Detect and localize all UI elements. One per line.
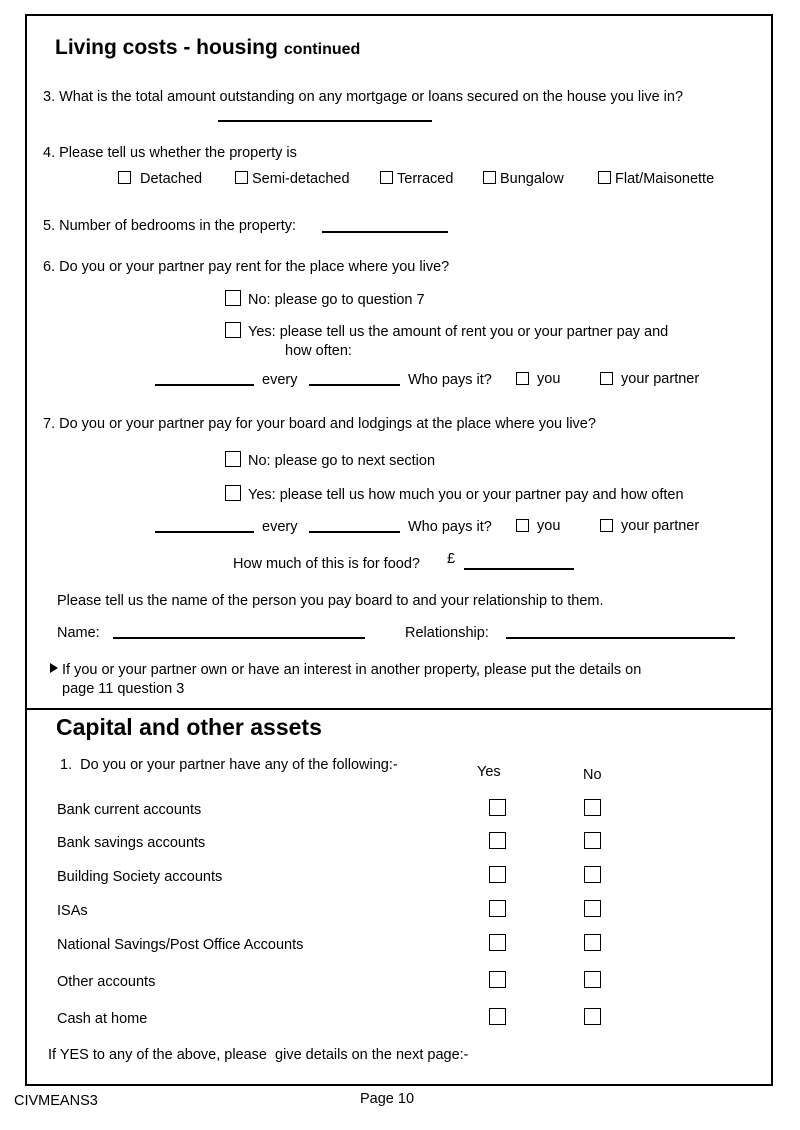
housing-section-title xyxy=(55,36,360,60)
q7-payer-partner-label: your partner xyxy=(621,518,700,534)
isas-yes-checkbox[interactable] xyxy=(489,900,506,917)
rent-frequency-line[interactable] xyxy=(309,384,400,386)
cash-at-home-label: Cash at home xyxy=(57,1011,148,1027)
page-number: Page 10 xyxy=(360,1091,415,1107)
rent-amount-line[interactable] xyxy=(155,384,254,386)
flat-maisonette-checkbox[interactable] xyxy=(598,171,611,184)
other-accounts-yes-checkbox[interactable] xyxy=(489,971,506,988)
name-label: Name: xyxy=(57,625,100,641)
food-amount-line[interactable] xyxy=(464,568,574,570)
q6-no-label: No: please go to question 7 xyxy=(248,292,425,308)
national-savings-yes-checkbox[interactable] xyxy=(489,934,506,951)
other-property-note-line-2: page 11 question 3 xyxy=(62,681,185,697)
q7-no-checkbox[interactable] xyxy=(225,451,241,467)
housing-title-text: Living costs - housing xyxy=(55,36,278,59)
mortgage-amount-line[interactable] xyxy=(218,120,432,122)
other-accounts-label: Other accounts xyxy=(57,974,156,990)
bank-current-accounts-no-checkbox[interactable] xyxy=(584,799,601,816)
building-society-accounts-yes-checkbox[interactable] xyxy=(489,866,506,883)
relationship-line[interactable] xyxy=(506,637,735,639)
q6-payer-you-checkbox[interactable] xyxy=(516,372,529,385)
isas-no-checkbox[interactable] xyxy=(584,900,601,917)
q7-payer-you-label: you xyxy=(537,518,561,534)
housing-title-continued: continued xyxy=(283,41,361,58)
board-amount-line[interactable] xyxy=(155,531,254,533)
name-line[interactable] xyxy=(113,637,365,639)
cash-at-home-no-checkbox[interactable] xyxy=(584,1008,601,1025)
bank-current-accounts-yes-checkbox[interactable] xyxy=(489,799,506,816)
terraced-checkbox[interactable] xyxy=(380,171,393,184)
bank-savings-accounts-yes-checkbox[interactable] xyxy=(489,832,506,849)
question-5-text: 5. Number of bedrooms in the property: xyxy=(43,218,297,234)
capital-question-1: 1. Do you or your partner have any of the following:- xyxy=(60,757,398,773)
other-accounts-no-checkbox[interactable] xyxy=(584,971,601,988)
q7-yes-label: Yes: please tell us how much you or your partner pay and how often xyxy=(248,487,684,503)
q6-payer-you-label: you xyxy=(537,371,561,387)
detached-label: Detached xyxy=(140,171,203,187)
q7-payer-partner-checkbox[interactable] xyxy=(600,519,613,532)
semi-detached-label: Semi-detached xyxy=(252,171,350,187)
q7-no-label: No: please go to next section xyxy=(248,453,436,469)
terraced-label: Terraced xyxy=(397,171,454,187)
building-society-accounts-label: Building Society accounts xyxy=(57,869,223,885)
bungalow-checkbox[interactable] xyxy=(483,171,496,184)
bank-current-accounts-label: Bank current accounts xyxy=(57,802,202,818)
bank-savings-accounts-label: Bank savings accounts xyxy=(57,835,206,851)
flat-maisonette-label: Flat/Maisonette xyxy=(615,171,715,187)
q6-payer-partner-checkbox[interactable] xyxy=(600,372,613,385)
capital-footer-note: If YES to any of the above, please give details on the next page:- xyxy=(48,1047,469,1063)
q6-every-label: every xyxy=(262,372,298,388)
board-frequency-line[interactable] xyxy=(309,531,400,533)
national-savings-no-checkbox[interactable] xyxy=(584,934,601,951)
food-question-label: How much of this is for food? xyxy=(233,556,420,572)
yes-column-header: Yes xyxy=(477,764,501,780)
detached-checkbox[interactable] xyxy=(118,171,131,184)
question-3-text: 3. What is the total amount outstanding on any mortgage or loans secured on the house you live in? xyxy=(43,89,684,105)
question-4-text: 4. Please tell us whether the property is xyxy=(43,145,297,161)
q6-yes-checkbox[interactable] xyxy=(225,322,241,338)
building-society-accounts-no-checkbox[interactable] xyxy=(584,866,601,883)
semi-detached-checkbox[interactable] xyxy=(235,171,248,184)
no-column-header: No xyxy=(583,767,602,783)
national-savings-label: National Savings/Post Office Accounts xyxy=(57,937,304,953)
other-property-note-line-1: If you or your partner own or have an interest in another property, please put the details on xyxy=(62,662,642,678)
board-person-text: Please tell us the name of the person you pay board to and your relationship to them. xyxy=(57,593,604,609)
cash-at-home-yes-checkbox[interactable] xyxy=(489,1008,506,1025)
q7-payer-you-checkbox[interactable] xyxy=(516,519,529,532)
q7-yes-checkbox[interactable] xyxy=(225,485,241,501)
q7-every-label: every xyxy=(262,519,298,535)
arrow-right-icon xyxy=(50,663,58,673)
q6-no-checkbox[interactable] xyxy=(225,290,241,306)
q7-who-pays-label: Who pays it? xyxy=(408,519,492,535)
relationship-label: Relationship: xyxy=(405,625,489,641)
doc-code: CIVMEANS3 xyxy=(14,1093,98,1109)
section-divider xyxy=(25,708,773,710)
question-6-text: 6. Do you or your partner pay rent for the place where you live? xyxy=(43,259,450,275)
q6-yes-label: Yes: please tell us the amount of rent you or your partner pay and xyxy=(248,324,669,340)
q6-payer-partner-label: your partner xyxy=(621,371,700,387)
bedrooms-line[interactable] xyxy=(322,231,448,233)
pound-sign: £ xyxy=(447,551,456,567)
q6-who-pays-label: Who pays it? xyxy=(408,372,492,388)
q6-yes-label-2: how often: xyxy=(285,343,352,359)
bank-savings-accounts-no-checkbox[interactable] xyxy=(584,832,601,849)
isas-label: ISAs xyxy=(57,903,88,919)
question-7-text: 7. Do you or your partner pay for your board and lodgings at the place where you live? xyxy=(43,416,596,432)
bungalow-label: Bungalow xyxy=(500,171,564,187)
capital-section-title: Capital and other assets xyxy=(56,714,322,740)
